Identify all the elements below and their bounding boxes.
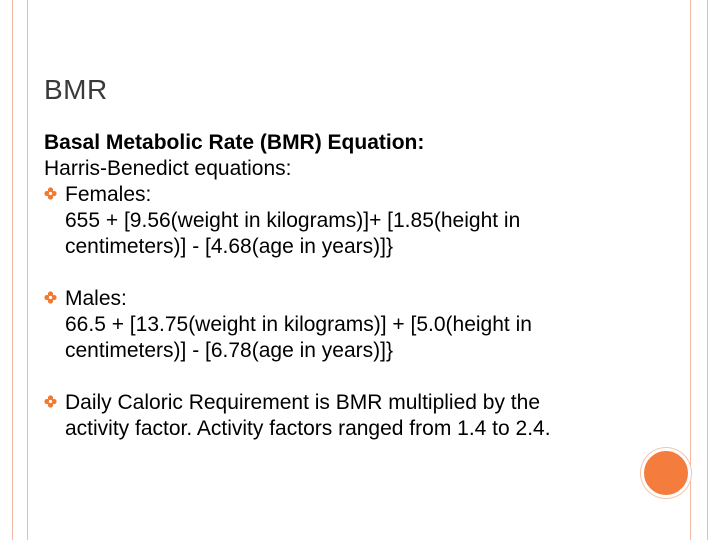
bullet-males xyxy=(44,286,644,364)
flower-bullet-icon xyxy=(44,187,57,200)
slide-subheading: Harris-Benedict equations: xyxy=(44,157,292,180)
flower-bullet-icon xyxy=(44,291,57,304)
bullet-line: 655 + [9.56(weight in kilograms)]+ [1.85(height in xyxy=(65,209,521,232)
left-decorative-frame xyxy=(12,0,28,540)
bullet-label: Females: xyxy=(65,183,152,206)
bullet-line: activity factor. Activity factors ranged from 1.4 to 2.4. xyxy=(65,417,551,440)
bullet-line: 66.5 + [13.75(weight in kilograms)] + [5.0(height in xyxy=(65,313,532,336)
bullet-line: centimeters)] - [4.68(age in years)]} xyxy=(65,235,393,258)
slide-title: BMR xyxy=(44,74,108,105)
bullet-line: Daily Caloric Requirement is BMR multiplied by the xyxy=(65,391,541,414)
bullet-daily-caloric xyxy=(44,390,644,442)
bullet-label: Males: xyxy=(65,287,127,310)
slide-body xyxy=(44,130,644,442)
bullet-females xyxy=(44,182,644,260)
slide-heading: Basal Metabolic Rate (BMR) Equation: xyxy=(44,131,425,154)
flower-bullet-icon xyxy=(44,395,57,408)
bullet-line: centimeters)] - [6.78(age in years)]} xyxy=(65,339,393,362)
decorative-circle xyxy=(641,448,691,498)
right-decorative-frame xyxy=(690,0,708,540)
